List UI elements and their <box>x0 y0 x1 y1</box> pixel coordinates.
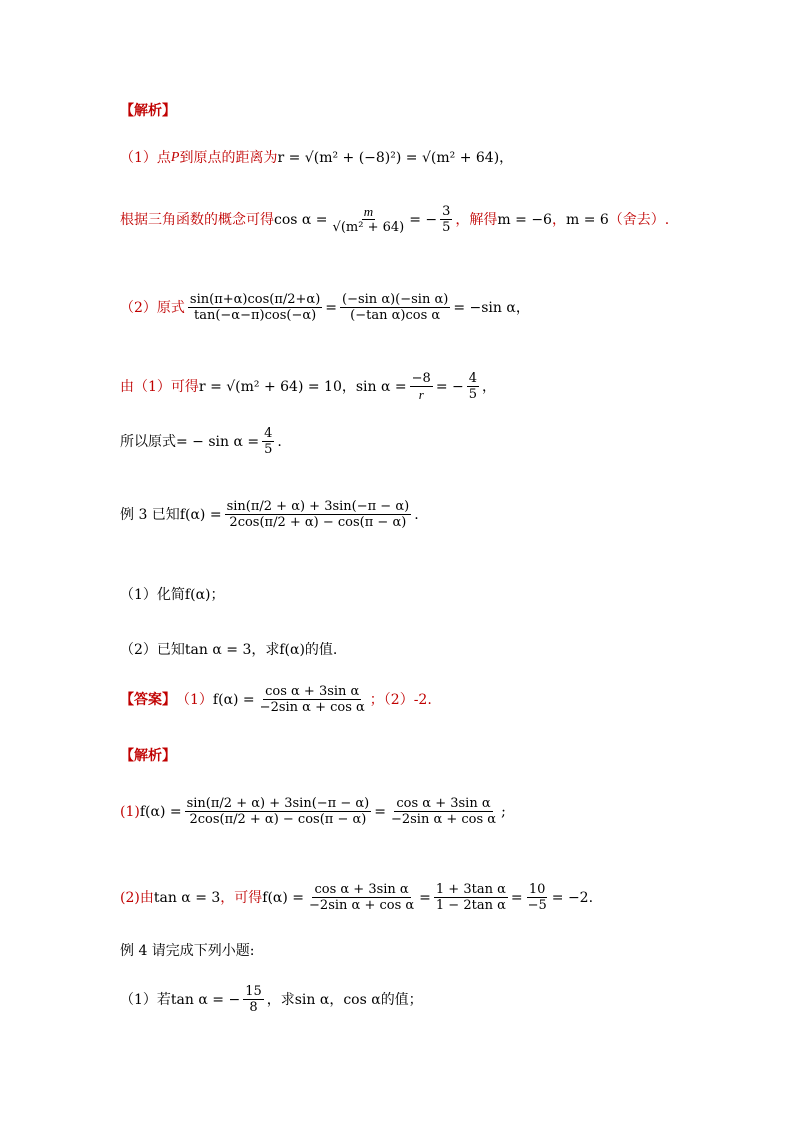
expr-fraction <box>188 293 322 322</box>
tan-fraction <box>243 985 264 1014</box>
function-lhs: f(α) = <box>212 691 255 708</box>
fraction-denominator: 2cos(π/2 + α) − cos(π − α) <box>189 812 367 827</box>
fraction-numerator: 3 <box>442 204 451 219</box>
equals: = − <box>409 211 438 228</box>
line-text: ， <box>499 150 514 166</box>
step2-result: = −2 <box>551 889 589 906</box>
fraction-numerator: m <box>363 204 374 219</box>
line-text: 的值. <box>304 642 338 658</box>
line-text: （舍去）. <box>608 211 670 228</box>
solution-step-2: (2)由 tan α = 3 ，可得 f(α) = $\frac{\text{cos α + 3sin α}}{\text{−2sin α + cos α}}$ = $\frac{\text{1 + 3tan α}}{\text{1 − 2tan α}}$ = $\frac{10}{-5}$ = −2 . <box>120 882 594 913</box>
solution-line-2 <box>120 205 669 234</box>
fraction-denominator: 1 − 2tan α <box>435 898 506 913</box>
step2-tan-fraction <box>434 883 508 912</box>
fraction-denominator: 5 <box>468 387 478 402</box>
line-text: ， <box>515 299 530 316</box>
equals: = − <box>435 378 464 395</box>
solution-value: m = 6 <box>565 211 609 228</box>
line-text: 所以原式 <box>120 433 176 450</box>
fraction-denominator: −2sin α + cos α <box>259 700 365 715</box>
line-text: (2)由 <box>120 889 154 906</box>
analysis-heading-1: 【解析】 <box>120 103 176 119</box>
step2-fraction <box>307 883 416 912</box>
fraction-denominator: 5 <box>264 442 273 457</box>
fraction-numerator: cos α + 3sin α <box>314 882 409 897</box>
final-fraction <box>262 427 274 456</box>
fraction-numerator: 1 + 3tan α <box>435 882 506 897</box>
fraction-denominator: −2sin α + cos α <box>390 812 497 827</box>
distance-formula: r = √(m² + (−8)²) = √(m² + 64) <box>277 150 500 166</box>
function-lhs: f(α) = <box>179 506 222 523</box>
example-3-question-1 <box>120 588 224 602</box>
ratio-fraction <box>440 205 452 234</box>
line-text: ，求 <box>266 991 295 1008</box>
line-text: ; <box>501 803 506 820</box>
answer-line <box>120 685 432 714</box>
line-text: 根据三角函数的概念可得 <box>120 211 274 228</box>
fraction-numerator: −8 <box>411 371 431 386</box>
function-fraction <box>225 500 412 529</box>
function-ref: f(α) <box>184 587 211 603</box>
line-text: （1）点 <box>120 150 171 166</box>
tan-condition: tan α = 3 <box>153 889 221 906</box>
line-text: 例 3 已知 <box>120 506 180 523</box>
function-lhs: f(α) = <box>139 803 182 820</box>
cos-ref: cos α <box>343 991 381 1008</box>
fraction-numerator: sin(π/2 + α) + 3sin(−π − α) <box>186 796 370 811</box>
sin-fraction <box>410 372 433 401</box>
line-text: ；（2）-2. <box>369 691 432 708</box>
sin-lhs: sin α = <box>355 378 407 395</box>
answer-fraction <box>258 685 367 714</box>
fraction-denominator: −5 <box>527 898 547 913</box>
line-text: 由（1）可得 <box>120 378 199 395</box>
sin-ref: sin α <box>294 991 330 1008</box>
fraction-denominator: (−tan α)cos α <box>350 308 441 323</box>
example-3-statement <box>120 500 419 529</box>
fraction-denominator: √(m² + 64) <box>332 220 405 235</box>
fraction-denominator: r <box>418 387 424 402</box>
fraction-numerator: (−sin α)(−sin α) <box>342 292 449 307</box>
solution-line-5 <box>120 427 282 456</box>
line-text: 的值； <box>380 991 423 1008</box>
line-text: ； <box>210 587 225 603</box>
tan-condition: tan α = 3 <box>184 642 252 658</box>
line-text: ， <box>482 378 497 395</box>
step1-result-fraction <box>389 797 498 826</box>
line-text: ，可得 <box>220 889 263 906</box>
fraction-numerator: 15 <box>245 984 262 999</box>
fraction-numerator: 10 <box>528 882 546 897</box>
analysis-heading-2: 【解析】 <box>120 748 176 764</box>
solution-line-3: （2）原式 $\frac{\sin(\pi+\alpha)\cos(\pi/2+\alpha)}{\tan(-\alpha-\pi)\cos(-\alpha)}$ = $\frac{\text{(−sin α)(−sin α)}}{\text{(−tan α)cos α}}$ = −sin α ， <box>120 292 530 323</box>
fraction-denominator: −2sin α + cos α <box>309 898 415 913</box>
line-text: ， <box>329 991 344 1008</box>
sin-value-fraction <box>467 372 479 401</box>
fraction-numerator: sin(π+α)cos(π/2+α) <box>189 292 321 307</box>
line-text: （1）若 <box>120 991 171 1008</box>
fraction-denominator: 5 <box>442 220 451 235</box>
line-text: ，解得 <box>455 211 498 228</box>
line-text: （1） <box>176 691 213 708</box>
fraction-denominator: 2cos(π/2 + α) − cos(π − α) <box>229 515 407 530</box>
cos-fraction <box>331 205 407 234</box>
solution-line-4 <box>120 372 496 401</box>
tan-condition: tan α = − <box>170 991 241 1008</box>
expr-result: = −sin α <box>453 299 516 316</box>
fraction-numerator: cos α + 3sin α <box>396 796 491 811</box>
function-lhs: f(α) = <box>262 889 305 906</box>
radius-formula: r = √(m² + 64) = 10 <box>198 378 342 395</box>
line-text: . <box>277 433 282 450</box>
line-text: （2）原式 <box>120 299 185 316</box>
fraction-numerator: cos α + 3sin α <box>265 684 360 699</box>
solution-value: m = −6 <box>497 211 552 228</box>
line-text: ， <box>341 378 356 395</box>
expr-fraction-2 <box>340 293 450 322</box>
step1-fraction <box>185 797 372 826</box>
example-3-question-2 <box>120 643 337 657</box>
fraction-numerator: 4 <box>468 371 478 386</box>
line-text: （1）化简 <box>120 587 185 603</box>
example-4-title: 例 4 请完成下列小题: <box>120 943 255 959</box>
example-4-question-1 <box>120 985 423 1014</box>
solution-line-1 <box>120 151 513 165</box>
line-text: . <box>588 889 594 906</box>
point-label: P <box>170 150 180 165</box>
answer-label: 【答案】 <box>120 691 176 708</box>
function-ref: f(α) <box>279 642 305 658</box>
fraction-denominator: tan(−α−π)cos(−α) <box>194 308 317 323</box>
fraction-numerator: sin(π/2 + α) + 3sin(−π − α) <box>226 499 410 514</box>
line-text: . <box>414 506 419 523</box>
line-text: （2）已知 <box>120 642 185 658</box>
fraction-numerator: 4 <box>264 426 273 441</box>
solution-step-1: (1) f(α) = $\frac{\sin(\pi/2 + \alpha) + 3\sin(-\pi - \alpha)}{2\cos(\pi/2 + \alpha) - \cos(\pi - \alpha)}$ = $\frac{\text{cos α + 3sin α}}{\text{−2sin α + cos α}}$ ; <box>120 796 506 827</box>
step2-value-fraction <box>526 883 549 912</box>
line-text: ，求 <box>251 642 280 658</box>
line-text: ， <box>551 211 566 228</box>
line-text: (1) <box>120 803 140 820</box>
final-expr: = − sin α = <box>176 433 260 450</box>
line-text: 到原点的距离为 <box>179 150 278 166</box>
cos-lhs: cos α = <box>274 211 328 228</box>
fraction-denominator: 8 <box>249 1000 258 1015</box>
